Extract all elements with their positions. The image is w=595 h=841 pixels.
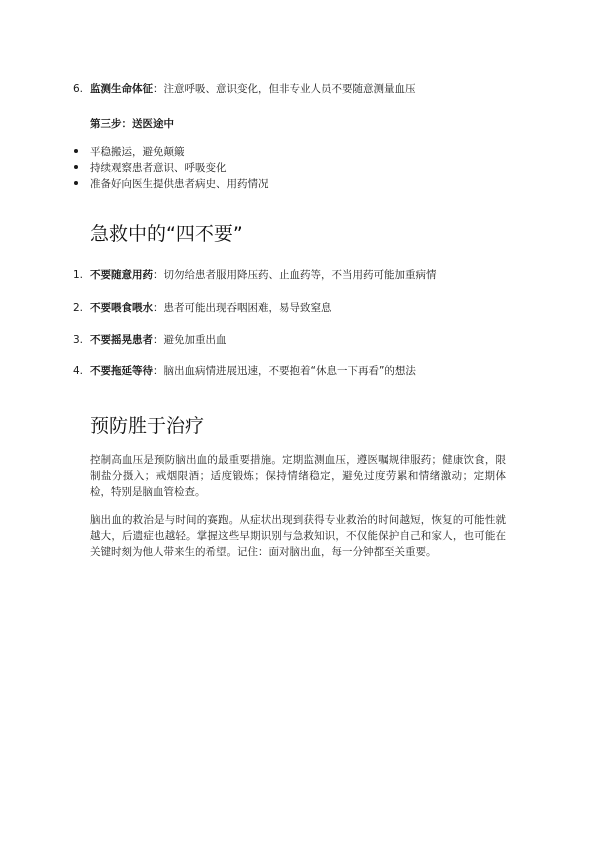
bullet-icon bbox=[74, 165, 78, 169]
item-text: 避免加重出血 bbox=[163, 334, 227, 346]
section-heading-four-donts: 急救中的“四不要” bbox=[90, 223, 243, 245]
list-number: 2. bbox=[73, 302, 84, 314]
paragraph: 控制高血压是预防脑出血的最重要措施。定期监测血压，遵医嘱规律服药；健康饮食，限制盐分摄入；戒烟限酒；适度锻炼；保持情绪稳定，避免过度劳累和情绪激动；定期体检，特别是脑血管检查。 bbox=[90, 454, 506, 498]
item-colon: ： bbox=[153, 365, 164, 377]
section-heading-prevention: 预防胜于治疗 bbox=[90, 415, 205, 437]
item-text: 患者可能出现吞咽困难，易导致窒息 bbox=[163, 302, 332, 314]
item-colon: ： bbox=[153, 334, 164, 346]
bullet-text: 准备好向医生提供患者病史、用药情况 bbox=[90, 178, 269, 190]
list-number: 4. bbox=[73, 365, 84, 377]
list-item bbox=[90, 333, 227, 347]
item-title: 不要拖延等待 bbox=[90, 365, 153, 377]
item-text: 切勿给患者服用降压药、止血药等，不当用药可能加重病情 bbox=[163, 269, 437, 281]
bullet-item bbox=[74, 160, 227, 176]
bullet-item bbox=[74, 176, 269, 192]
item-title: 监测生命体征 bbox=[90, 83, 153, 95]
bullet-item bbox=[74, 144, 185, 160]
paragraph: 脑出血的救治是与时间的赛跑。从症状出现到获得专业救治的时间越短，恢复的可能性就越大，后遗症也越轻。掌握这些早期识别与急救知识，不仅能保护自己和家人，也可能在关键时刻为他人带来生的希望。记住：面对脑出血，每一分钟都至关重要。 bbox=[90, 514, 506, 558]
item-text: 注意呼吸、意识变化，但非专业人员不要随意测量血压 bbox=[163, 83, 416, 95]
bullet-icon bbox=[74, 181, 78, 185]
item-text: 脑出血病情进展迅速，不要抱着“休息一下再看”的想法 bbox=[163, 365, 416, 377]
bullet-text: 持续观察患者意识、呼吸变化 bbox=[90, 162, 227, 174]
list-item bbox=[90, 268, 437, 282]
list-item bbox=[90, 82, 416, 96]
item-colon: ： bbox=[153, 83, 164, 95]
list-number: 3. bbox=[73, 334, 84, 346]
list-item bbox=[90, 364, 416, 378]
item-title: 不要喂食喂水 bbox=[90, 302, 153, 314]
list-number: 6. bbox=[73, 83, 84, 95]
item-title: 不要摇晃患者 bbox=[90, 334, 153, 346]
item-colon: ： bbox=[153, 302, 164, 314]
bullet-text: 平稳搬运，避免颠簸 bbox=[90, 146, 185, 158]
item-title: 不要随意用药 bbox=[90, 269, 153, 281]
list-item bbox=[90, 301, 332, 315]
item-colon: ： bbox=[153, 269, 164, 281]
list-number: 1. bbox=[73, 269, 84, 281]
bullet-icon bbox=[74, 149, 78, 153]
step3-heading: 第三步：送医途中 bbox=[90, 118, 174, 130]
